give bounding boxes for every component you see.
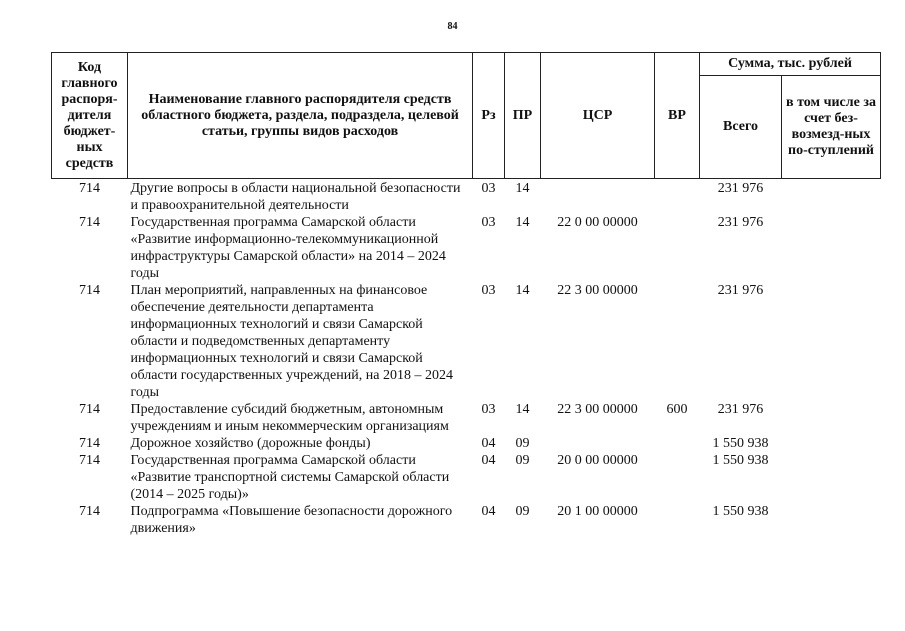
cell-csr: 20 0 00 00000 [557,453,638,468]
cell-name: Подпрограмма «Повышение безопасности дорожного движения» [130,504,453,536]
budget-table [51,52,881,537]
cell-total: 231 976 [717,215,764,230]
table-body [52,179,881,538]
header-name: Наименование главного распорядителя средств областного бюджета, раздела, подраздела, целевой статьи, группы видов расходов [128,53,473,179]
cell-code: 714 [79,181,100,196]
header-code: Код главного распоря-дителя бюджет-ных средств [52,53,128,179]
cell-code: 714 [79,283,100,298]
cell-vr [655,179,700,215]
cell-pr: 14 [515,283,530,298]
cell-code: 714 [79,453,100,468]
cell-vr [655,435,700,452]
cell-grants [782,214,881,282]
cell-grants [782,282,881,401]
cell-total: 1 550 938 [712,453,769,468]
cell-name: Государственная программа Самарской области «Развитие информационно-телекоммуникационной инфраструктуры Самарской области» на 2014 – 2024 годы [130,215,446,281]
cell-pr: 09 [515,453,530,468]
cell-rz: 04 [481,504,496,519]
table-row [52,452,881,503]
cell-vr [655,282,700,401]
cell-pr: 09 [515,436,530,451]
cell-grants [782,435,881,452]
cell-pr: 14 [515,181,530,196]
cell-code: 714 [79,436,100,451]
cell-total: 1 550 938 [712,504,769,519]
cell-total: 231 976 [717,181,764,196]
header-vr: ВР [655,53,700,179]
cell-vr [655,452,700,503]
cell-code: 714 [79,215,100,230]
cell-pr: 14 [515,215,530,230]
cell-rz: 03 [481,283,496,298]
cell-name: Предоставление субсидий бюджетным, автономным учреждениям и иным некоммерческим организациям [130,402,449,434]
cell-csr: 22 3 00 00000 [557,283,638,298]
cell-pr: 14 [515,402,530,417]
cell-csr [541,179,655,215]
cell-rz: 04 [481,436,496,451]
cell-grants [782,503,881,537]
cell-csr: 20 1 00 00000 [557,504,638,519]
cell-vr: 600 [666,402,688,417]
cell-grants [782,401,881,435]
page-number: 84 [447,21,458,32]
table-row [52,214,881,282]
cell-rz: 03 [481,402,496,417]
cell-name: Государственная программа Самарской области «Развитие транспортной системы Самарской области (2014 – 2025 годы)» [130,453,450,502]
cell-rz: 03 [481,181,496,196]
cell-csr: 22 3 00 00000 [557,402,638,417]
cell-total: 231 976 [717,283,764,298]
table-row [52,282,881,401]
cell-name: Дорожное хозяйство (дорожные фонды) [130,436,371,451]
header-pr: ПР [505,53,541,179]
cell-grants [782,179,881,215]
header-grants: в том числе за счет без-возмезд-ных по-ступлений [782,76,881,179]
cell-rz: 04 [481,453,496,468]
cell-csr: 22 0 00 00000 [557,215,638,230]
table-header [52,53,881,179]
header-total: Всего [700,76,782,179]
header-sum: Сумма, тыс. рублей [700,53,881,76]
cell-name: План мероприятий, направленных на финансовое обеспечение деятельности департамента информационных технологий и связи Самарской области и подведомственных департаменту информационных технологий и связи Самарской области государственных учреждений, на 2018 – 2024 годы [130,283,453,400]
cell-grants [782,452,881,503]
cell-code: 714 [79,402,100,417]
header-rz: Рз [473,53,505,179]
table-row [52,435,881,452]
table-row [52,401,881,435]
cell-vr [655,503,700,537]
cell-code: 714 [79,504,100,519]
header-csr: ЦСР [541,53,655,179]
table-row [52,179,881,215]
cell-name: Другие вопросы в области национальной безопасности и правоохранительной деятельности [130,181,461,213]
cell-vr [655,214,700,282]
cell-total: 231 976 [717,402,764,417]
cell-rz: 03 [481,215,496,230]
table-row [52,503,881,537]
cell-csr [541,435,655,452]
cell-total: 1 550 938 [712,436,769,451]
cell-pr: 09 [515,504,530,519]
